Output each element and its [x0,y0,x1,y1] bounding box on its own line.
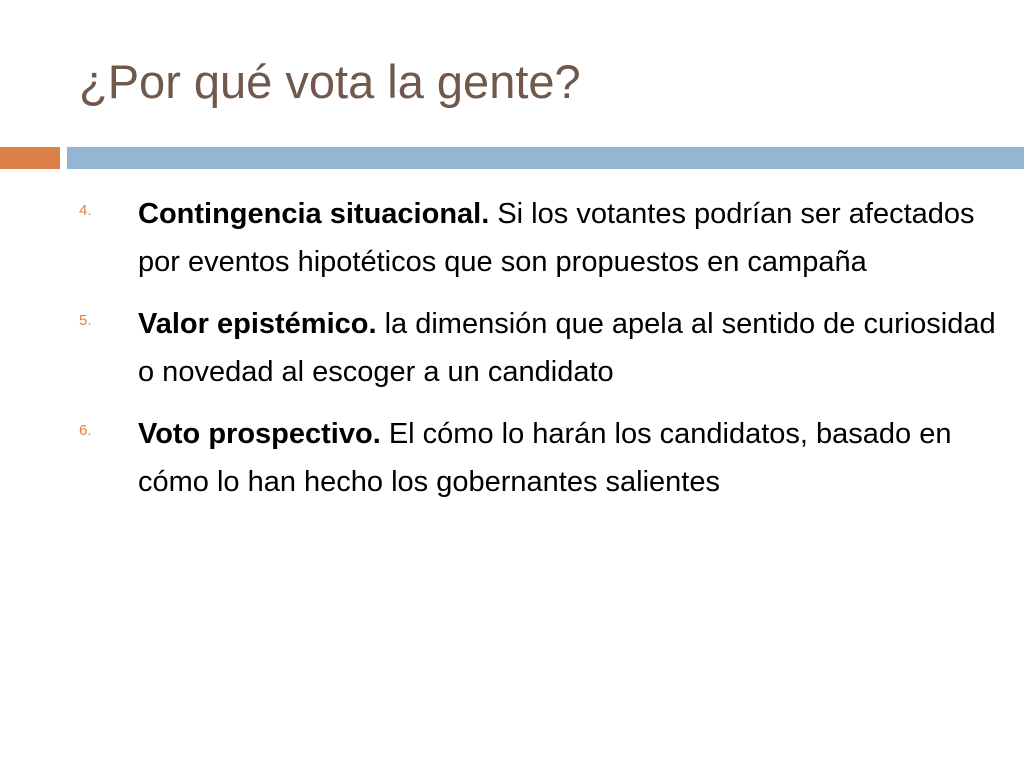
list-item [0,300,1024,396]
list-item-text [138,190,998,286]
list-item-term: Contingencia situacional. [138,198,490,230]
list-item-term: Voto prospectivo. [138,418,381,450]
list-item-text [138,300,998,396]
list-item-number: 4. [79,202,92,219]
title-accent-bar-blue [67,147,1024,169]
list-item-text [138,410,998,506]
list-item-description: El cómo lo harán los candidatos, basado en cómo lo han hecho los gobernantes salientes [138,418,952,498]
title-accent-bar-orange [0,147,60,169]
list-item [0,190,1024,286]
list-item [0,410,1024,506]
list-item-term: Valor epistémico. [138,308,377,340]
list-item-description: la dimensión que apela al sentido de curiosidad o novedad al escoger a un candidato [138,308,996,388]
list-item-number: 5. [79,312,92,329]
list-item-number: 6. [79,422,92,439]
list-item-description: Si los votantes podrían ser afectados por eventos hipotéticos que son propuestos en campaña [138,198,975,278]
slide-content [0,190,1024,520]
slide-title: ¿Por qué vota la gente? [79,55,581,108]
